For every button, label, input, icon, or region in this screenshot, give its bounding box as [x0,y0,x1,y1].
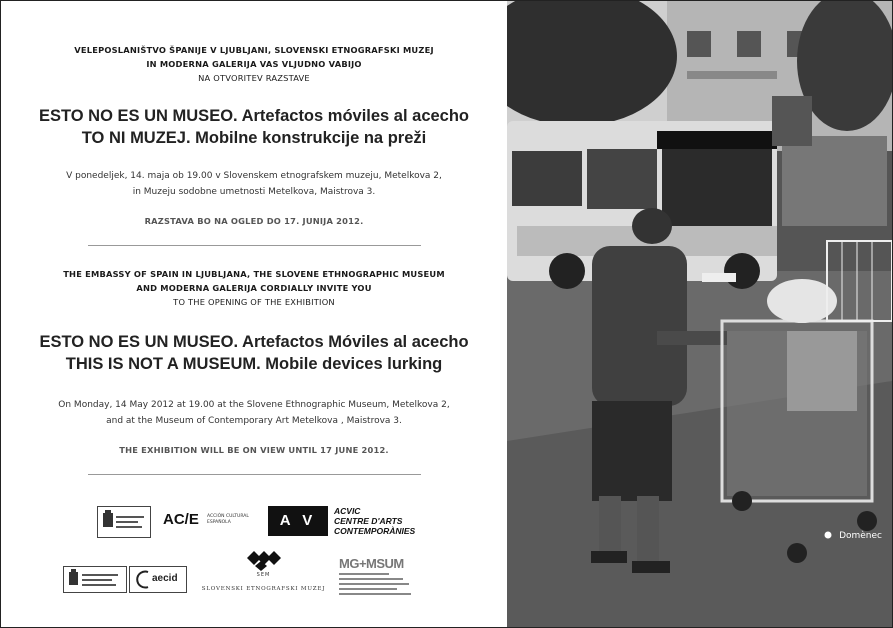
english-invite-block [1,267,507,309]
acvic-line-1: ACVIC [334,506,361,516]
sem-caption: SLOVENSKI ETNOGRAFSKI MUZEJ [201,586,326,592]
english-body-line-2: and at the Museum of Contemporary Art Metelkova , Maistrova 3. [106,416,402,426]
slovene-title-line-1: ESTO NO ES UN MUSEO. Artefactos móviles al acecho [38,107,470,125]
aecid-circle-icon [134,567,154,592]
ace-subtitle [207,514,249,526]
acvic-text-logo [334,506,444,536]
english-invite-line-1: THE EMBASSY OF SPAIN IN LJUBLJANA, THE SLOVENE ETHNOGRAPHIC MUSEUM [63,269,445,279]
english-until-text: THE EXHIBITION WILL BE ON VIEW UNTIL 17 JUNE 2012. [119,445,389,455]
acvic-line-3: CONTEMPORÀNIES [334,526,416,536]
gobierno-de-espana-logo [97,506,151,538]
sem-abbrev: SEM [256,572,271,578]
divider-rule [88,245,421,246]
divider-rule [88,474,421,475]
invitation-text-panel [1,1,507,627]
english-body-line-1: On Monday, 14 May 2012 at 19.00 at the Slovene Ethnographic Museum, Metelkova 2, [58,400,450,410]
mg-msum-fineprint-icon [339,572,419,596]
english-body-block [1,397,507,429]
acvic-mark-logo: A V [268,506,328,536]
embajada-logo [63,566,127,593]
slovene-body-line-2: in Muzeju sodobne umetnosti Metelkova, Maistrova 3. [132,187,376,197]
ace-subtitle-line-2: ESPAÑOLA [207,520,231,525]
slovene-invite-block [1,43,507,85]
slovene-invite-line-2: IN MODERNA GALERIJA VAS VLJUDNO VABIJO [146,59,362,69]
english-invite-line-3: TO THE OPENING OF THE EXHIBITION [173,297,335,307]
ace-logo [163,509,253,539]
aecid-wordmark: aecid [152,573,178,584]
mg-msum-logo [339,556,429,596]
slovene-body-line-1: V ponedeljek, 14. maja ob 19.00 v Slovenskem etnografskem muzeju, Metelkova 2, [66,171,442,181]
mg-msum-wordmark: MG+MSUM [339,556,404,571]
acvic-line-2: CENTRE D'ARTS [334,516,403,526]
photo-credit: Domènec [839,531,882,541]
ace-subtitle-line-1: ACCIÓN CULTURAL [207,514,249,519]
slovene-body-block [1,168,507,200]
copyright-icon [824,531,832,539]
street-photo [507,1,892,627]
photo-scene-icon [507,1,892,627]
sem-logo [201,548,326,598]
slovene-until-text: RAZSTAVA BO NA OGLED DO 17. JUNIJA 2012. [144,216,364,226]
ace-wordmark: AC/E [163,511,199,528]
english-title-block [1,331,507,375]
spain-coat-of-arms-icon [98,507,150,537]
slovene-invite-line-1: VELEPOSLANIŠTVO ŠPANIJE V LJUBLJANI, SLOVENSKI ETNOGRAFSKI MUZEJ [74,45,434,55]
spain-coat-of-arms-icon [64,567,126,592]
slovene-title-line-2: TO NI MUZEJ. Mobilne konstrukcije na preži [81,129,427,147]
english-title-line-2: THIS IS NOT A MUSEUM. Mobile devices lurking [65,355,443,373]
slovene-title-block [1,105,507,149]
english-invite-line-2: AND MODERNA GALERIJA CORDIALLY INVITE YOU [136,283,372,293]
english-title-line-1: ESTO NO ES UN MUSEO. Artefactos Móviles al acecho [39,333,469,351]
slovene-invite-line-3: NA OTVORITEV RAZSTAVE [198,73,310,83]
aecid-logo [129,566,187,593]
